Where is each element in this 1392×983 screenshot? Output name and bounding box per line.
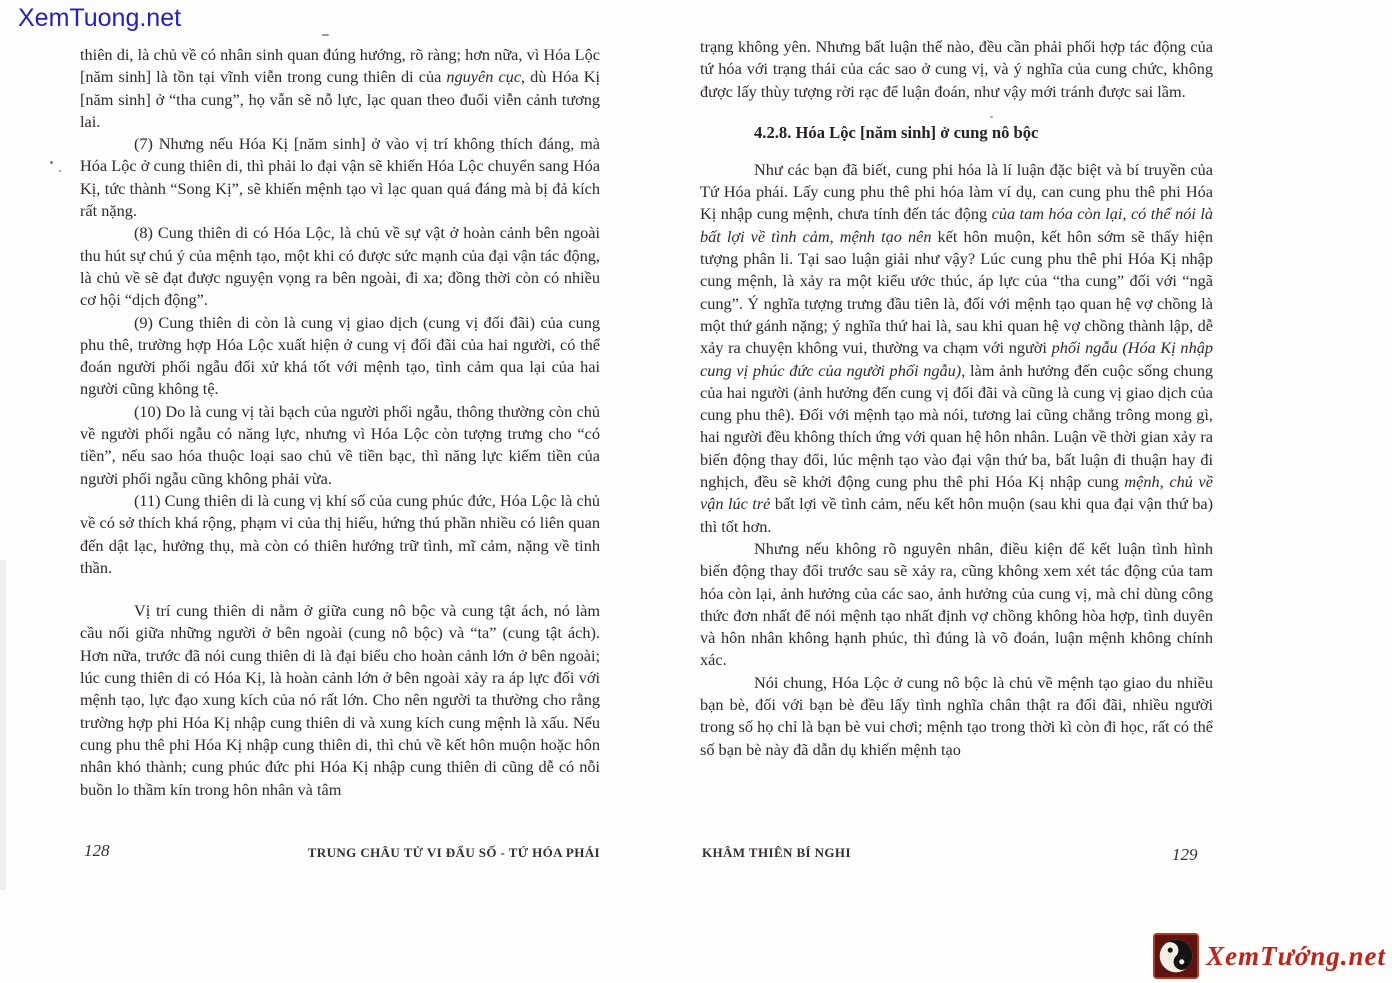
body-text: Nói chung, Hóa Lộc ở cung nô bộc là chủ về mệnh tạo giao du nhiều bạn bè, đối với bạn bè đều lấy tình nghĩa chân thật ra đối đãi, nhiều người trong số họ chỉ là bạn bè vui chơi; mệnh tạo trong thời kì còn đi học, rất có thể số bạn bè này đã dẫn dụ khiến mệnh tạo: [700, 672, 1213, 759]
paragraph: [80, 44, 600, 133]
body-text: , dù Hóa Kị [năm sinh] ở “tha cung”, họ vẫn sẽ nỗ lực, lạc quan theo đuổi viễn cảnh tương lai.: [80, 67, 600, 131]
right-page-text-column: [700, 36, 1213, 761]
paragraph: [80, 133, 600, 222]
paragraph: [80, 490, 600, 579]
right-running-title: KHÂM THIÊN BÍ NGHI: [702, 845, 851, 860]
left-page-text-column: [80, 44, 600, 801]
scan-edge-shadow: [0, 560, 6, 890]
body-text: (7) Nhưng nếu Hóa Kị [năm sinh] ở vào vị trí không thích đáng, mà Hóa Lộc ở cung thiên di, thì phải lo đại vận sẽ khiến Hóa Lộc chuyển sang Hóa Kị, tức thành “Song Kị”, sẽ khiến mệnh tạo vì lạc quan quá đáng mà bị đả kích rất nặng.: [80, 134, 600, 221]
paragraph: [700, 672, 1213, 761]
paragraph: [80, 222, 600, 311]
scan-speck: [322, 34, 329, 36]
scan-speck: [50, 161, 53, 164]
site-logo-text: XemTướng.net: [1206, 940, 1386, 971]
body-text: Vị trí cung thiên di nằm ở giữa cung nô bộc và cung tật ách, nó làm cầu nối giữa những người ở bên ngoài (cung nô bộc) và “ta” (cung tật ách). Hơn nữa, trước đã nói cung thiên di là đại biểu cho hoàn cảnh lớn ở bên ngoài; lúc cung thiên di có Hóa Kị, là hoàn cảnh lớn ở bên ngoài xảy ra áp lực đối với mệnh tạo, lực đạo xung kích của nó rất lớn. Cho nên người ta thường cho rằng trường hợp phi Hóa Kị nhập cung thiên di và xung kích cung mệnh là xấu. Nếu cung phu thê phi Hóa Kị nhập cung thiên di, thì chủ về kết hôn muộn hoặc hôn nhân khó thành; cung phúc đức phi Hóa Kị nhập cung thiên di cũng dễ có nỗi buồn lo thầm kín trong hôn nhân và tâm: [80, 601, 600, 799]
body-text: bất lợi về tình cảm, nếu kết hôn muộn (sau khi qua đại vận thứ ba) thì tốt hơn.: [700, 494, 1214, 536]
body-text: thiên di, là chủ về có nhân sinh quan đúng hướng, rõ ràng; hơn nữa, vì Hóa Lộc [năm sinh] là tồn tại vĩnh viễn trong cung thiên di của: [80, 45, 600, 87]
body-text: (10) Do là cung vị tài bạch của người phối ngẫu, thông thường còn chủ về người phối ngẫu có năng lực, nhưng vì Hóa Lộc còn tượng trưng cho “có tiền”, nếu sao hóa thuộc loại sao chủ về tiền bạc, thì năng lực kiếm tiền của người phối ngẫu cũng không phải vừa.: [80, 401, 600, 488]
right-page-number: 129: [1172, 845, 1198, 864]
emphasized-text: nguyên cục: [446, 67, 522, 87]
body-text: Nhưng nếu không rõ nguyên nhân, điều kiện để kết luận tình hình biến động thay đổi trước sau sẽ xảy ra, cũng không xem xét tác động của tam hóa còn lại, ảnh hưởng của các sao, ảnh hưởng của cung vị, mà chỉ dùng công thức đơn nhất để nói mệnh tạo nhất định vợ chồng không hòa hợp, tình duyên và hôn nhân không hạnh phúc, thì đúng là võ đoán, luận mệnh không chính xác.: [700, 538, 1213, 670]
emphasized-text: phối ngẫu (Hóa Kị nhập cung vị phúc đức của người phối ngẫu): [700, 338, 1213, 380]
emphasized-text: của tam hóa còn lại, có thể nói là bất lợi về tình cảm, mệnh tạo nên: [700, 204, 1214, 246]
body-text: (11) Cung thiên di là cung vị khí số của cung phúc đức, Hóa Lộc là chủ về có sở thích khá rộng, phạm vi của thị hiếu, hứng thú phần nhiều có liên quan đến dật lạc, hưởng thụ, mà còn có thiên hướng trữ tình, mĩ cảm, nặng về tinh thần.: [80, 490, 600, 577]
paragraph: [80, 312, 600, 401]
left-running-title: TRUNG CHÂU TỬ VI ĐẨU SỐ - TỨ HÓA PHÁI: [307, 845, 600, 860]
body-text: , làm ảnh hưởng đến cuộc sống chung của hai người (ảnh hưởng đến cung vị đối đãi và cũng là cung vị giao dịch của cung phu thê). Đối với mệnh tạo mà nói, tương lai cũng chẳng trông mong gì, hai người đều không thích ứng với quan hệ hôn nhân. Luận về thời gian xảy ra biến động thay đổi, lúc mệnh tạo vào đại vận thứ ba, bất luận đi thuận hay đi nghịch, đều sẽ khởi động cung phu thê phi Hóa Kị nhập cung: [700, 360, 1213, 492]
paragraph: [80, 600, 600, 801]
scan-speck: [59, 170, 61, 172]
paragraph: [700, 36, 1213, 103]
site-logo: [1153, 933, 1386, 979]
body-text: (9) Cung thiên di còn là cung vị giao dịch (cung vị đối đãi) của cung phu thê, trường hợp Hóa Lộc xuất hiện ở cung vị đối đãi của hai người, có thể đoán người phối ngẫu đối xử khá tốt với mệnh tạo, tình cảm qua lại của hai người cũng không tệ.: [80, 312, 600, 399]
site-watermark: XemTuong.net: [18, 4, 182, 32]
body-text: kết hôn muộn, kết hôn sớm sẽ thấy hiện tượng phân li. Tại sao luận giải như vậy? Lúc cung phu thê phi Hóa Kị nhập cung mệnh, là xảy ra một kiểu ước thúc, áp lực của “tha cung” đối với “ngã cung”. Ý nghĩa tượng trưng đầu tiên là, đối với mệnh tạo quan hệ vợ chồng là một thứ gánh nặng; ý nghĩa thứ hai là, sau khi quan hệ vợ chồng thành lập, dễ xảy ra chuyện không vui, thường va chạm với người: [700, 226, 1213, 358]
body-text: Như các bạn đã biết, cung phi hóa là lí luận đặc biệt và bí truyền của Tứ Hóa phái. Lấy cung phu thê phi hóa làm ví dụ, can cung phu thê phi Hóa Kị nhập cung mệnh, chưa tính đến tác động: [700, 159, 1213, 224]
paragraph: [700, 538, 1213, 672]
yin-yang-icon: [1153, 933, 1199, 979]
body-text: 4.2.8. Hóa Lộc [năm sinh] ở cung nô bộc: [754, 122, 1039, 142]
paragraph: [80, 401, 600, 490]
paragraph: [700, 159, 1213, 538]
section-heading: [700, 122, 1213, 144]
emphasized-text: mệnh, chủ về vận lúc trẻ: [700, 472, 1214, 514]
body-text: (8) Cung thiên di có Hóa Lộc, là chủ về sự vật ở hoàn cảnh bên ngoài thu hút sự chú ý của mệnh tạo, một khi có được sức mạnh của đại vận tác động, là chủ về sẽ đạt được nguyện vọng ra bên ngoài, đi xa; đồng thời còn có nhiều cơ hội “dịch động”.: [80, 223, 600, 310]
body-text: trạng không yên. Nhưng bất luận thế nào, đều cần phải phối hợp tác động của tứ hóa với trạng thái của các sao ở cung vị, và ý nghĩa của cung chức, không được lấy thùy tượng rời rạc để luận đoán, như vậy mới tránh được sai lầm.: [700, 37, 1213, 101]
left-page-number: 128: [84, 841, 110, 860]
